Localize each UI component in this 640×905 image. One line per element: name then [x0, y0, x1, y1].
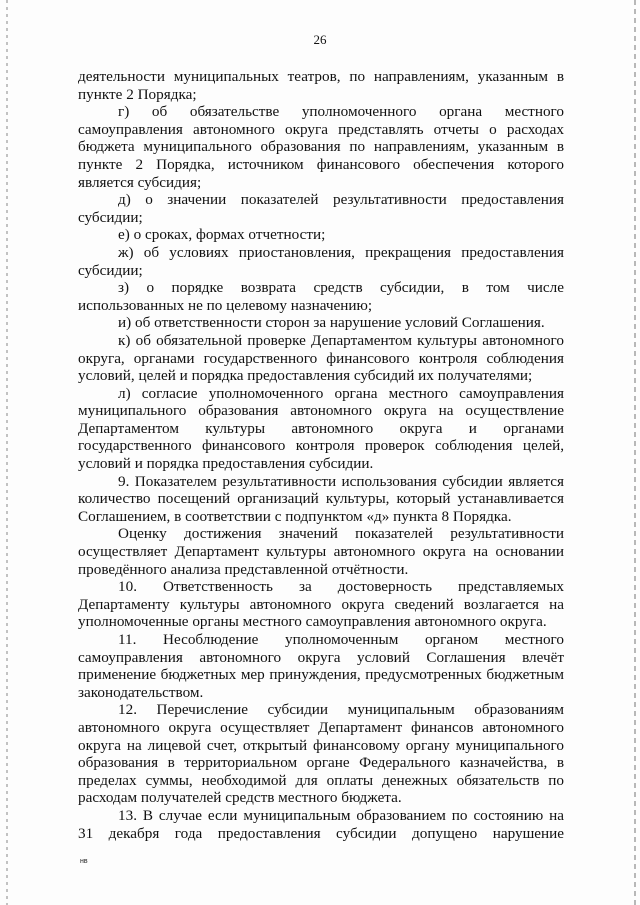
paragraph: г) об обязательстве уполномоченного органа местного самоуправления автономного округа представлять отчеты о расходах бюджета муниципального образования по направлениям, указанным в пункте 2 Порядка, источником финансового обеспечения которого является субсидия;	[78, 103, 564, 191]
paragraph: з) о порядке возврата средств субсидии, в том числе использованных не по целевому назначению;	[78, 279, 564, 314]
page-number: 26	[313, 32, 327, 47]
paragraph: д) о значении показателей результативности предоставления субсидии;	[78, 191, 564, 226]
paragraph: к) об обязательной проверке Департаментом культуры автономного округа, органами государственного финансового контроля соблюдения условий, целей и порядка предоставления субсидий их получателями;	[78, 331, 564, 385]
footer-mark: нв	[80, 858, 88, 865]
paragraph: 9. Показателем результативности использования субсидии является количество посещений организаций культуры, который устанавливается Соглашением, в соответствии с подпунктом «д» пункта 8 Порядка.	[78, 472, 564, 525]
paragraph: е) о сроках, формах отчетности;	[118, 226, 326, 244]
paragraph: ж) об условиях приостановления, прекращения предоставления субсидии;	[78, 243, 564, 279]
paragraph: 13. В случае если муниципальным образованием по состоянию на 31 декабря года предоставления субсидии допущено нарушение	[78, 806, 564, 842]
document-body	[78, 68, 564, 842]
scan-edge-right	[634, 0, 636, 905]
paragraph: 11. Несоблюдение уполномоченным органом местного самоуправления автономного округа условий Соглашения влечёт применение бюджетных мер принуждения, предусмотренных бюджетным законодательством.	[78, 631, 564, 701]
paragraph: и) об ответственности сторон за нарушение условий Соглашения.	[118, 314, 545, 332]
scan-edge-left	[6, 0, 8, 905]
paragraph: 10. Ответственность за достоверность представляемых Департаменту культуры автономного округа сведений возлагается на уполномоченные органы местного самоуправления автономного округа.	[78, 578, 564, 631]
paragraph: Оценку достижения значений показателей результативности осуществляет Департамент культуры автономного округа на основании проведённого анализа представленной отчётности.	[78, 525, 564, 578]
paragraph: деятельности муниципальных театров, по направлениям, указанным в пункте 2 Порядка;	[78, 68, 564, 103]
paragraph: 12. Перечисление субсидии муниципальным образованиям автономного округа осуществляет Департамент финансов автономного округа на лицевой счет, открытый финансовому органу муниципального образования в территориальном органе Федерального казначейства, в пределах суммы, необходимой для оплаты денежных обязательств по расходам получателей средств местного бюджета.	[78, 701, 564, 807]
paragraph: л) согласие уполномоченного органа местного самоуправления муниципального образования автономного округа на осуществление Департаментом культуры автономного округа и органами государственного финансового контроля проверок соблюдения целей, условий и порядка предоставления субсидии.	[78, 384, 564, 473]
